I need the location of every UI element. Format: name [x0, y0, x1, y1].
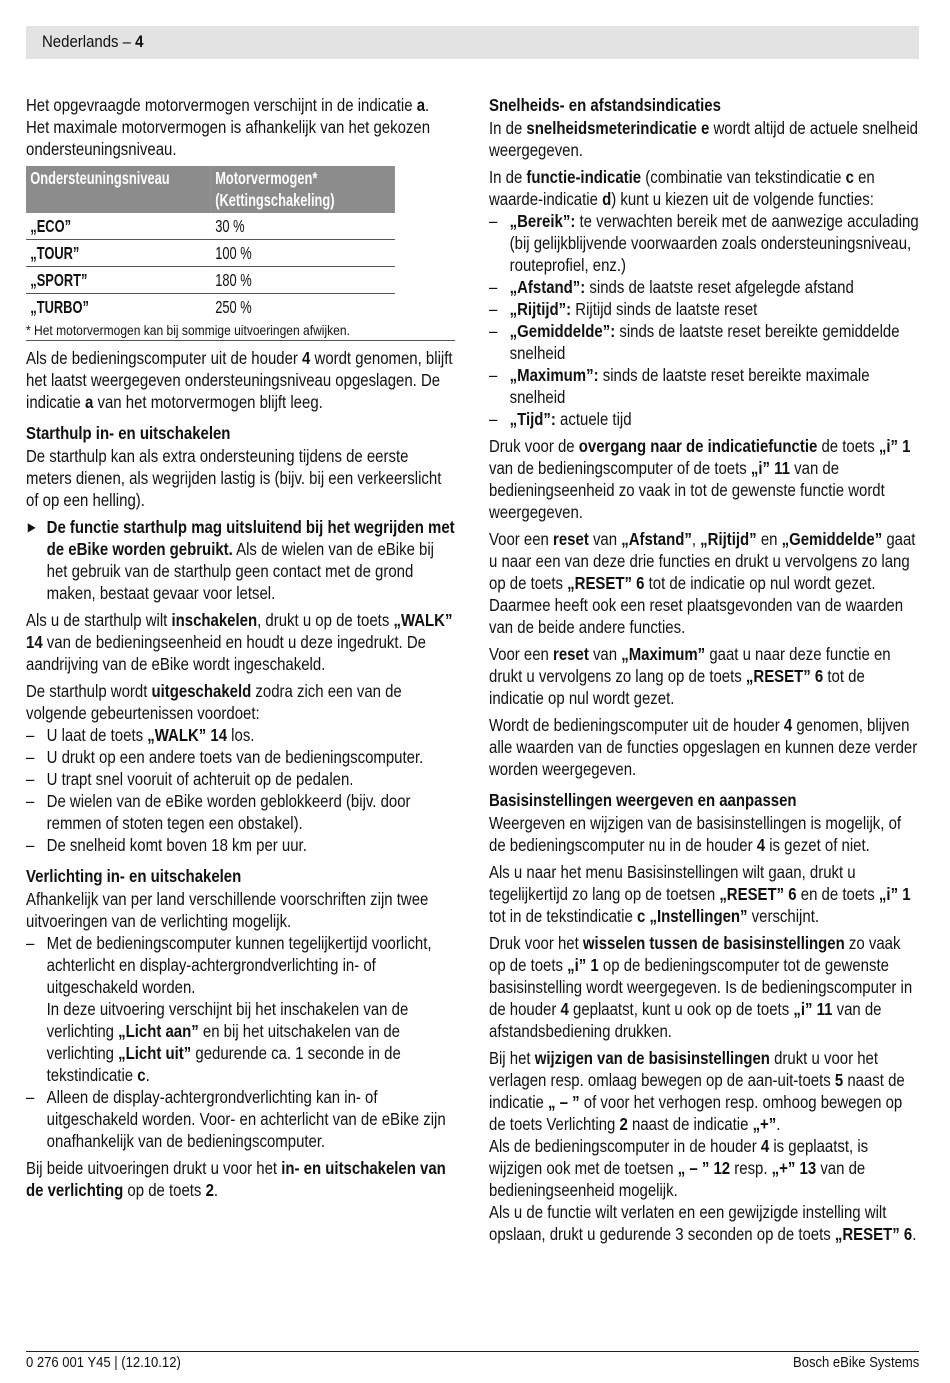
basis-p2: Als u naar het menu Basisinstellingen wilt gaan, drukt u tegelijkertijd zo lang op de toetsen „RESET” 6 en de toets „i” 1 tot in de tekstindicatie c „Instellingen” verschijnt. [489, 862, 911, 926]
list-item: – „Rijtijd”: Rijtijd sinds de laatste reset [489, 298, 919, 320]
table-header-power: Motorvermogen* (Kettingschakeling) [211, 166, 395, 213]
list-item: – U trapt snel vooruit of achteruit op de pedalen. [26, 768, 455, 790]
after-table-paragraph: Als de bedieningscomputer uit de houder 4 wordt genomen, blijft het laatst weergegeven ondersteuningsniveau opgeslagen. De indicatie a van het motorvermogen blijft leeg. [26, 348, 453, 412]
snelheid-p1: In de snelheidsmeterindicatie e wordt altijd de actuele snelheid weergegeven. [489, 118, 918, 160]
snelheid-p5: Voor een reset van „Maximum” gaat u naar deze functie en drukt u vervolgens zo lang op de toets „RESET” 6 tot de indicatie op nul wordt gezet. [489, 644, 891, 708]
basis-p3: Druk voor het wisselen tussen de basisinstellingen zo vaak op de toets „i” 1 op de bedieningscomputer tot de gewenste basisinstelling wordt weergegeven. Is de bedieningscomputer in de houder 4 geplaatst, kunt u ook op de toets „i” 11 van de afstandsbediening drukken. [489, 933, 913, 1041]
table-row: „SPORT” 180 % [26, 267, 395, 294]
page-header [26, 26, 919, 59]
starthulp-disable: De starthulp wordt uitgeschakeld zodra zich een van de volgende gebeurtenissen voordoet: [26, 681, 402, 723]
snelheid-p4: Voor een reset van „Afstand”, „Rijtijd” en „Gemiddelde” gaat u naar een van deze drie functies en drukt u vervolgens zo lang op de toets „RESET” 6 tot de indicatie op nul wordt gezet. Daarmee heeft ook een reset plaatsgevonden van de waarden van de beide andere functies. [489, 529, 916, 637]
list-item: – U laat de toets „WALK” 14 los. [26, 724, 455, 746]
support-level-table [26, 166, 395, 320]
functions-list [489, 210, 919, 430]
list-item: – De snelheid komt boven 18 km per uur. [26, 834, 455, 856]
snelheid-p6: Wordt de bedieningscomputer uit de houder 4 genomen, blijven alle waarden van de functies opgeslagen en kunnen deze verder worden weergegeven. [489, 715, 918, 779]
intro-paragraph: Het opgevraagde motorvermogen verschijnt in de indicatie a. Het maximale motorvermogen is afhankelijk van het gekozen ondersteuningsniveau. [26, 95, 431, 159]
verlichting-heading: Verlichting in- en uitschakelen [26, 866, 242, 886]
verlichting-intro: Afhankelijk van per land verschillende voorschriften zijn twee uitvoeringen van de verlichting mogelijk. [26, 889, 429, 931]
table-footnote: * Het motorvermogen kan bij sommige uitvoeringen afwijken. [26, 322, 455, 341]
list-item: – „Tijd”: actuele tijd [489, 408, 919, 430]
footer-brand: Bosch eBike Systems [792, 1355, 919, 1371]
table-row: „TURBO” 250 % [30, 297, 252, 317]
snelheid-p3: Druk voor de overgang naar de indicatiefunctie de toets „i” 1 van de bedieningscomputer of de toets „i” 11 van de bedieningseenheid zo vaak in tot de gewenste functie wordt weergegeven. [489, 436, 911, 522]
list-item: – „Maximum”: sinds de laatste reset bereikte maximale snelheid [489, 364, 919, 408]
table-header-level: Ondersteuningsniveau [26, 166, 211, 213]
basis-p4: Bij het wijzigen van de basisinstellingen drukt u voor het verlagen resp. omlaag bewegen op de aan-uit-toets 5 naast de indicatie „ – ” of voor het verhogen resp. omhoog bewegen op de toets Verlichting 2 naast de indicatie „+”. Als de bedieningscomputer in de houder 4 is geplaatst, is wijzigen ook met de toetsen „ – ” 12 resp. „+” 13 van de bedieningseenheid mogelijk. Als u de functie wilt verlaten en een gewijzigde instelling wilt opslaan, drukt u gedurende 3 seconden op de toets „RESET” 6. [489, 1048, 917, 1244]
verlichting-outro: Bij beide uitvoeringen drukt u voor het in- en uitschakelen van de verlichting op de toets 2. [26, 1158, 446, 1200]
list-item: – „Gemiddelde”: sinds de laatste reset bereikte gemiddelde snelheid [489, 320, 919, 364]
starthulp-intro: De starthulp kan als extra ondersteuning tijdens de eerste meters dienen, als wegrijden lastig is (bijv. bij een verkeerslicht of op een helling). [26, 446, 442, 510]
verlichting-list [26, 932, 455, 1152]
list-item: – Alleen de display-achtergrondverlichting kan in- of uitgeschakeld worden. Voor- en achterlicht van de eBike zijn onafhankelijk van de bedieningscomputer. [26, 1086, 455, 1152]
footer-divider [26, 1351, 919, 1352]
table-row: „TOUR” 100 % [26, 240, 395, 267]
list-item: – U drukt op een andere toets van de bedieningscomputer. [26, 746, 455, 768]
left-column [26, 94, 455, 1206]
list-item: – De wielen van de eBike worden geblokkeerd (bijv. door remmen of stoten tegen een obstakel). [26, 790, 455, 834]
right-column [489, 94, 919, 1250]
footer-doc-number: 0 276 001 Y45 | (12.10.12) [26, 1355, 181, 1371]
snelheid-p2: In de functie-indicatie (combinatie van tekstindicatie c en waarde-indicatie d) kunt u kiezen uit de volgende functies: [489, 167, 875, 209]
starthulp-heading: Starthulp in- en uitschakelen [26, 423, 231, 443]
starthulp-enable: Als u de starthulp wilt inschakelen, drukt u op de toets „WALK” 14 van de bedieningseenheid en houdt u deze ingedrukt. De aandrijving van de eBike wordt ingeschakeld. [26, 610, 453, 674]
table-row: „ECO” 30 % [26, 213, 395, 240]
header-language-page: Nederlands – 4 [42, 32, 144, 51]
snelheid-heading: Snelheids- en afstandsindicaties [489, 95, 721, 115]
list-item: – „Bereik”: te verwachten bereik met de aanwezige acculading (bij gelijkblijvende voorwaarden zoals ondersteuningsniveau, routeprofiel, enz.) [489, 210, 919, 276]
basis-p1: Weergeven en wijzigen van de basisinstellingen is mogelijk, of de bedieningscomputer nu in de houder 4 is gezet of niet. [489, 813, 902, 855]
basis-heading: Basisinstellingen weergeven en aanpassen [489, 790, 797, 810]
list-item: – „Afstand”: sinds de laatste reset afgelegde afstand [489, 276, 919, 298]
starthulp-warning: ▶ De functie starthulp mag uitsluitend bij het wegrijden met de eBike worden gebruikt. Als de wielen van de eBike bij het gebruik van de starthulp geen contact met de grond maken, bestaat gevaar voor letsel. [26, 516, 455, 604]
starthulp-list [26, 724, 455, 856]
list-item: – Met de bedieningscomputer kunnen tegelijkertijd voorlicht, achterlicht en display-achtergrondverlichting in- of uitgeschakeld worden. In deze uitvoering verschijnt bij het inschakelen van de verlichting „Licht aan” en bij het uitschakelen van de verlichting „Licht uit” gedurende ca. 1 seconde in de tekstindicatie c. [26, 932, 455, 1086]
